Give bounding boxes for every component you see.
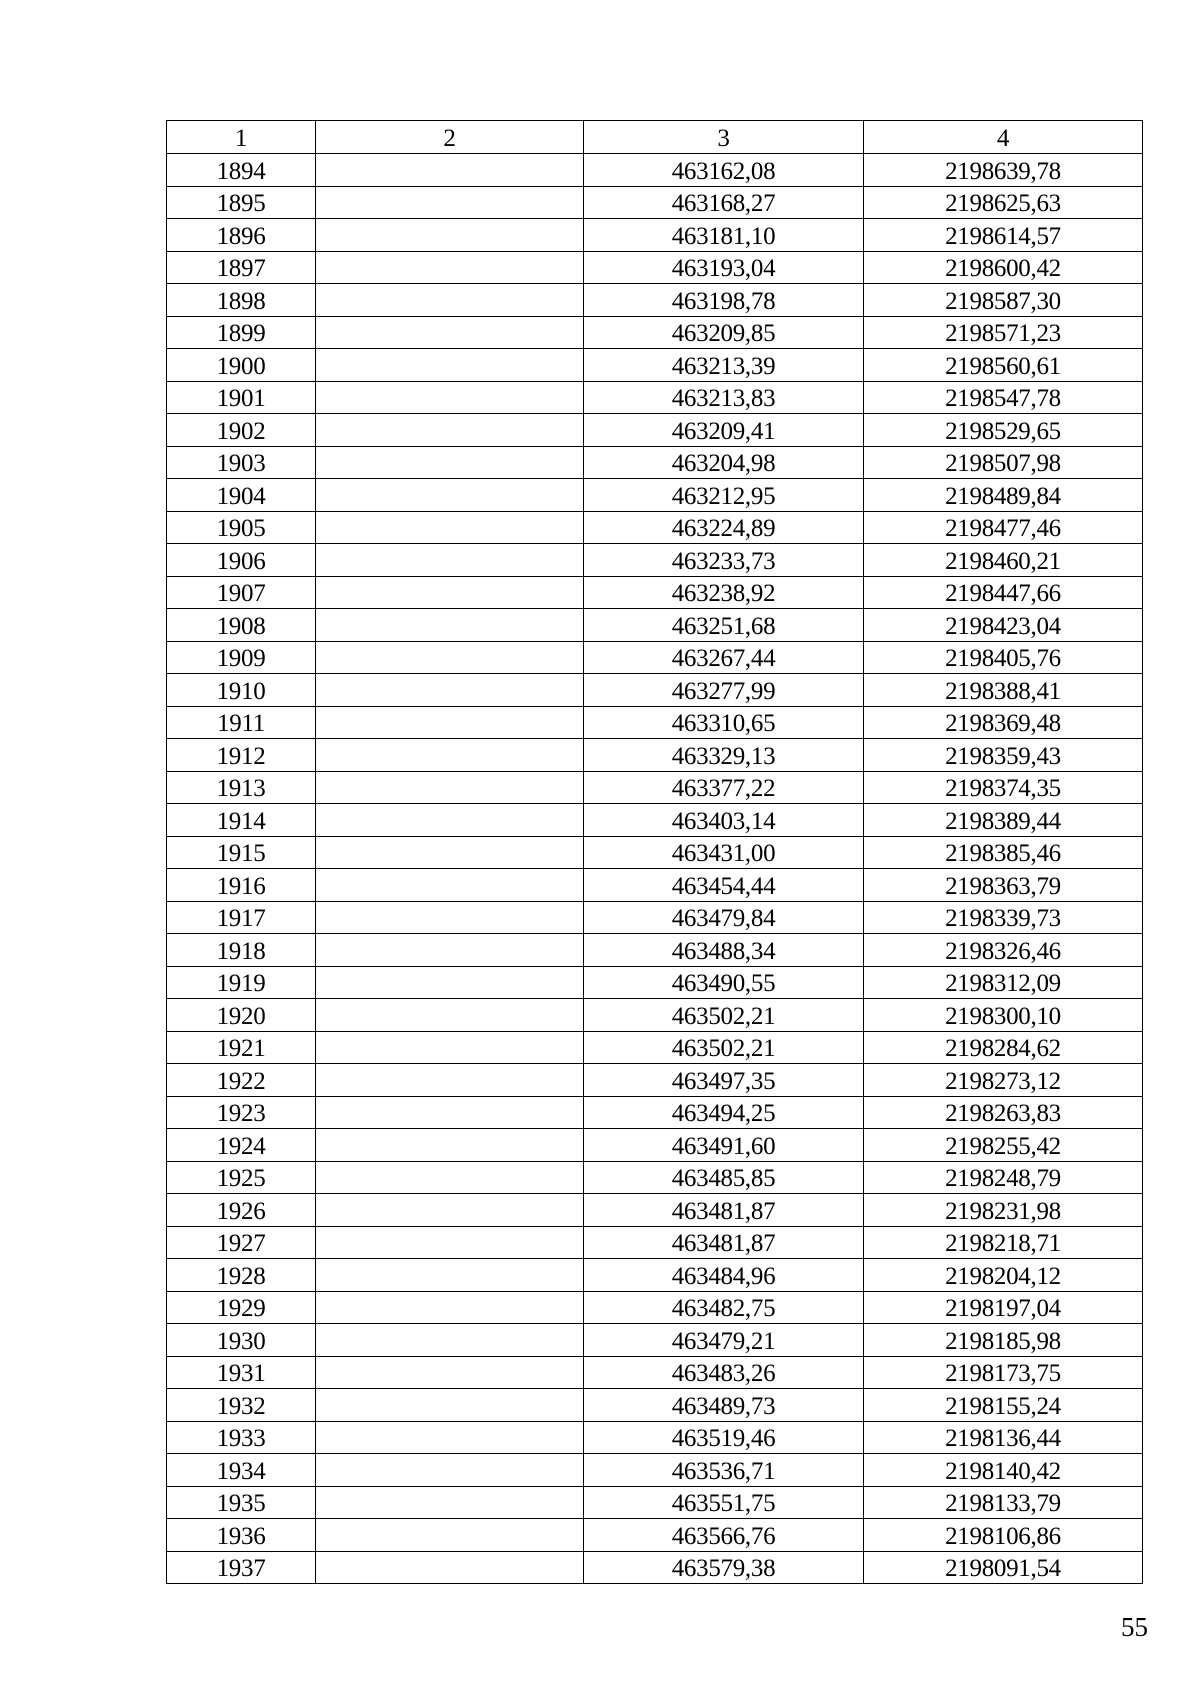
point-number-cell: 1912	[167, 739, 316, 772]
column-2-cell	[316, 511, 584, 544]
y-coordinate-cell: 2198614,57	[864, 219, 1143, 252]
x-coordinate-cell: 463536,71	[584, 1454, 864, 1487]
y-coordinate-cell: 2198639,78	[864, 154, 1143, 187]
point-number-cell: 1927	[167, 1226, 316, 1259]
column-2-cell	[316, 186, 584, 219]
point-number-cell: 1909	[167, 641, 316, 674]
column-2-cell	[316, 1129, 584, 1162]
x-coordinate-cell: 463566,76	[584, 1519, 864, 1552]
point-number-cell: 1930	[167, 1324, 316, 1357]
header-row	[167, 121, 1143, 154]
y-coordinate-cell: 2198529,65	[864, 414, 1143, 447]
y-coordinate-cell: 2198204,12	[864, 1259, 1143, 1292]
column-2-cell	[316, 1519, 584, 1552]
table-row	[167, 251, 1143, 284]
point-number-cell: 1903	[167, 446, 316, 479]
column-header-4: 4	[864, 121, 1143, 154]
point-number-cell: 1905	[167, 511, 316, 544]
table-row	[167, 1389, 1143, 1422]
column-2-cell	[316, 966, 584, 999]
point-number-cell: 1897	[167, 251, 316, 284]
column-2-cell	[316, 219, 584, 252]
column-2-cell	[316, 1096, 584, 1129]
y-coordinate-cell: 2198388,41	[864, 674, 1143, 707]
column-2-cell	[316, 1064, 584, 1097]
x-coordinate-cell: 463212,95	[584, 479, 864, 512]
table-row	[167, 1064, 1143, 1097]
table-row	[167, 446, 1143, 479]
point-number-cell: 1935	[167, 1486, 316, 1519]
table-row	[167, 1454, 1143, 1487]
table-row	[167, 771, 1143, 804]
column-header-1: 1	[167, 121, 316, 154]
y-coordinate-cell: 2198133,79	[864, 1486, 1143, 1519]
point-number-cell: 1931	[167, 1356, 316, 1389]
column-2-cell	[316, 609, 584, 642]
x-coordinate-cell: 463519,46	[584, 1421, 864, 1454]
point-number-cell: 1925	[167, 1161, 316, 1194]
y-coordinate-cell: 2198477,46	[864, 511, 1143, 544]
table-row	[167, 836, 1143, 869]
column-2-cell	[316, 316, 584, 349]
y-coordinate-cell: 2198197,04	[864, 1291, 1143, 1324]
column-2-cell	[316, 414, 584, 447]
x-coordinate-cell: 463494,25	[584, 1096, 864, 1129]
table-row	[167, 544, 1143, 577]
x-coordinate-cell: 463198,78	[584, 284, 864, 317]
y-coordinate-cell: 2198255,42	[864, 1129, 1143, 1162]
point-number-cell: 1910	[167, 674, 316, 707]
point-number-cell: 1928	[167, 1259, 316, 1292]
x-coordinate-cell: 463238,92	[584, 576, 864, 609]
table-row	[167, 804, 1143, 837]
x-coordinate-cell: 463403,14	[584, 804, 864, 837]
y-coordinate-cell: 2198140,42	[864, 1454, 1143, 1487]
point-number-cell: 1906	[167, 544, 316, 577]
x-coordinate-cell: 463485,85	[584, 1161, 864, 1194]
x-coordinate-cell: 463209,85	[584, 316, 864, 349]
table-row	[167, 609, 1143, 642]
point-number-cell: 1916	[167, 869, 316, 902]
x-coordinate-cell: 463267,44	[584, 641, 864, 674]
x-coordinate-cell: 463431,00	[584, 836, 864, 869]
table-row	[167, 1129, 1143, 1162]
column-2-cell	[316, 901, 584, 934]
point-number-cell: 1918	[167, 934, 316, 967]
y-coordinate-cell: 2198326,46	[864, 934, 1143, 967]
x-coordinate-cell: 463277,99	[584, 674, 864, 707]
x-coordinate-cell: 463482,75	[584, 1291, 864, 1324]
column-2-cell	[316, 1389, 584, 1422]
y-coordinate-cell: 2198231,98	[864, 1194, 1143, 1227]
column-2-cell	[316, 576, 584, 609]
column-2-cell	[316, 1551, 584, 1584]
column-2-cell	[316, 1454, 584, 1487]
x-coordinate-cell: 463479,21	[584, 1324, 864, 1357]
point-number-cell: 1921	[167, 1031, 316, 1064]
table-row	[167, 154, 1143, 187]
column-2-cell	[316, 544, 584, 577]
column-2-cell	[316, 739, 584, 772]
x-coordinate-cell: 463488,34	[584, 934, 864, 967]
x-coordinate-cell: 463168,27	[584, 186, 864, 219]
x-coordinate-cell: 463502,21	[584, 999, 864, 1032]
table-row	[167, 349, 1143, 382]
x-coordinate-cell: 463490,55	[584, 966, 864, 999]
table-row	[167, 414, 1143, 447]
y-coordinate-cell: 2198405,76	[864, 641, 1143, 674]
y-coordinate-cell: 2198423,04	[864, 609, 1143, 642]
x-coordinate-cell: 463479,84	[584, 901, 864, 934]
x-coordinate-cell: 463204,98	[584, 446, 864, 479]
table-row	[167, 1226, 1143, 1259]
table-row	[167, 1486, 1143, 1519]
y-coordinate-cell: 2198284,62	[864, 1031, 1143, 1064]
y-coordinate-cell: 2198300,10	[864, 999, 1143, 1032]
column-header-2: 2	[316, 121, 584, 154]
table-row	[167, 869, 1143, 902]
x-coordinate-cell: 463310,65	[584, 706, 864, 739]
y-coordinate-cell: 2198447,66	[864, 576, 1143, 609]
point-number-cell: 1922	[167, 1064, 316, 1097]
table-row	[167, 186, 1143, 219]
table-row	[167, 381, 1143, 414]
column-2-cell	[316, 479, 584, 512]
x-coordinate-cell: 463483,26	[584, 1356, 864, 1389]
y-coordinate-cell: 2198507,98	[864, 446, 1143, 479]
point-number-cell: 1932	[167, 1389, 316, 1422]
y-coordinate-cell: 2198389,44	[864, 804, 1143, 837]
point-number-cell: 1924	[167, 1129, 316, 1162]
point-number-cell: 1911	[167, 706, 316, 739]
column-2-cell	[316, 771, 584, 804]
point-number-cell: 1914	[167, 804, 316, 837]
x-coordinate-cell: 463502,21	[584, 1031, 864, 1064]
column-2-cell	[316, 154, 584, 187]
table-row	[167, 966, 1143, 999]
point-number-cell: 1907	[167, 576, 316, 609]
table-row	[167, 901, 1143, 934]
table-row	[167, 1356, 1143, 1389]
column-2-cell	[316, 1194, 584, 1227]
table-row	[167, 1421, 1143, 1454]
table-row	[167, 1031, 1143, 1064]
table-row	[167, 511, 1143, 544]
y-coordinate-cell: 2198248,79	[864, 1161, 1143, 1194]
x-coordinate-cell: 463209,41	[584, 414, 864, 447]
table-row	[167, 1259, 1143, 1292]
x-coordinate-cell: 463329,13	[584, 739, 864, 772]
y-coordinate-cell: 2198560,61	[864, 349, 1143, 382]
table-row	[167, 706, 1143, 739]
column-2-cell	[316, 1421, 584, 1454]
table-row	[167, 934, 1143, 967]
y-coordinate-cell: 2198218,71	[864, 1226, 1143, 1259]
table-row	[167, 1291, 1143, 1324]
y-coordinate-cell: 2198363,79	[864, 869, 1143, 902]
point-number-cell: 1908	[167, 609, 316, 642]
y-coordinate-cell: 2198155,24	[864, 1389, 1143, 1422]
point-number-cell: 1902	[167, 414, 316, 447]
y-coordinate-cell: 2198600,42	[864, 251, 1143, 284]
coordinates-table	[166, 120, 1143, 1584]
column-header-3: 3	[584, 121, 864, 154]
page-number: 55	[1121, 1612, 1148, 1642]
table-row	[167, 576, 1143, 609]
x-coordinate-cell: 463377,22	[584, 771, 864, 804]
column-2-cell	[316, 934, 584, 967]
x-coordinate-cell: 463481,87	[584, 1226, 864, 1259]
table-row	[167, 1194, 1143, 1227]
table-row	[167, 284, 1143, 317]
column-2-cell	[316, 1486, 584, 1519]
point-number-cell: 1936	[167, 1519, 316, 1552]
y-coordinate-cell: 2198369,48	[864, 706, 1143, 739]
x-coordinate-cell: 463181,10	[584, 219, 864, 252]
x-coordinate-cell: 463213,39	[584, 349, 864, 382]
x-coordinate-cell: 463162,08	[584, 154, 864, 187]
column-2-cell	[316, 1031, 584, 1064]
x-coordinate-cell: 463193,04	[584, 251, 864, 284]
point-number-cell: 1899	[167, 316, 316, 349]
column-2-cell	[316, 381, 584, 414]
point-number-cell: 1920	[167, 999, 316, 1032]
column-2-cell	[316, 1161, 584, 1194]
table-row	[167, 1519, 1143, 1552]
x-coordinate-cell: 463213,83	[584, 381, 864, 414]
x-coordinate-cell: 463491,60	[584, 1129, 864, 1162]
column-2-cell	[316, 999, 584, 1032]
y-coordinate-cell: 2198374,35	[864, 771, 1143, 804]
point-number-cell: 1895	[167, 186, 316, 219]
table-row	[167, 674, 1143, 707]
x-coordinate-cell: 463251,68	[584, 609, 864, 642]
point-number-cell: 1898	[167, 284, 316, 317]
column-2-cell	[316, 674, 584, 707]
column-2-cell	[316, 804, 584, 837]
column-2-cell	[316, 446, 584, 479]
table-row	[167, 999, 1143, 1032]
y-coordinate-cell: 2198587,30	[864, 284, 1143, 317]
y-coordinate-cell: 2198460,21	[864, 544, 1143, 577]
table-row	[167, 479, 1143, 512]
x-coordinate-cell: 463484,96	[584, 1259, 864, 1292]
y-coordinate-cell: 2198339,73	[864, 901, 1143, 934]
y-coordinate-cell: 2198106,86	[864, 1519, 1143, 1552]
point-number-cell: 1919	[167, 966, 316, 999]
table-row	[167, 641, 1143, 674]
table-row	[167, 1551, 1143, 1584]
y-coordinate-cell: 2198173,75	[864, 1356, 1143, 1389]
table-row	[167, 219, 1143, 252]
x-coordinate-cell: 463489,73	[584, 1389, 864, 1422]
point-number-cell: 1904	[167, 479, 316, 512]
table-row	[167, 1324, 1143, 1357]
x-coordinate-cell: 463454,44	[584, 869, 864, 902]
point-number-cell: 1915	[167, 836, 316, 869]
x-coordinate-cell: 463233,73	[584, 544, 864, 577]
y-coordinate-cell: 2198625,63	[864, 186, 1143, 219]
table-row	[167, 1161, 1143, 1194]
x-coordinate-cell: 463551,75	[584, 1486, 864, 1519]
table-body	[167, 154, 1143, 1584]
y-coordinate-cell: 2198312,09	[864, 966, 1143, 999]
column-2-cell	[316, 869, 584, 902]
point-number-cell: 1913	[167, 771, 316, 804]
point-number-cell: 1894	[167, 154, 316, 187]
column-2-cell	[316, 836, 584, 869]
point-number-cell: 1896	[167, 219, 316, 252]
column-2-cell	[316, 1324, 584, 1357]
table-header	[167, 121, 1143, 154]
column-2-cell	[316, 1226, 584, 1259]
table-row	[167, 1096, 1143, 1129]
point-number-cell: 1929	[167, 1291, 316, 1324]
table-row	[167, 739, 1143, 772]
y-coordinate-cell: 2198489,84	[864, 479, 1143, 512]
x-coordinate-cell: 463481,87	[584, 1194, 864, 1227]
point-number-cell: 1933	[167, 1421, 316, 1454]
x-coordinate-cell: 463497,35	[584, 1064, 864, 1097]
y-coordinate-cell: 2198547,78	[864, 381, 1143, 414]
y-coordinate-cell: 2198385,46	[864, 836, 1143, 869]
y-coordinate-cell: 2198359,43	[864, 739, 1143, 772]
column-2-cell	[316, 349, 584, 382]
point-number-cell: 1917	[167, 901, 316, 934]
x-coordinate-cell: 463579,38	[584, 1551, 864, 1584]
y-coordinate-cell: 2198091,54	[864, 1551, 1143, 1584]
y-coordinate-cell: 2198185,98	[864, 1324, 1143, 1357]
y-coordinate-cell: 2198263,83	[864, 1096, 1143, 1129]
point-number-cell: 1923	[167, 1096, 316, 1129]
column-2-cell	[316, 1259, 584, 1292]
point-number-cell: 1901	[167, 381, 316, 414]
y-coordinate-cell: 2198571,23	[864, 316, 1143, 349]
column-2-cell	[316, 1356, 584, 1389]
column-2-cell	[316, 284, 584, 317]
column-2-cell	[316, 251, 584, 284]
column-2-cell	[316, 706, 584, 739]
column-2-cell	[316, 641, 584, 674]
column-2-cell	[316, 1291, 584, 1324]
point-number-cell: 1937	[167, 1551, 316, 1584]
table-row	[167, 316, 1143, 349]
y-coordinate-cell: 2198136,44	[864, 1421, 1143, 1454]
point-number-cell: 1934	[167, 1454, 316, 1487]
point-number-cell: 1900	[167, 349, 316, 382]
point-number-cell: 1926	[167, 1194, 316, 1227]
x-coordinate-cell: 463224,89	[584, 511, 864, 544]
y-coordinate-cell: 2198273,12	[864, 1064, 1143, 1097]
